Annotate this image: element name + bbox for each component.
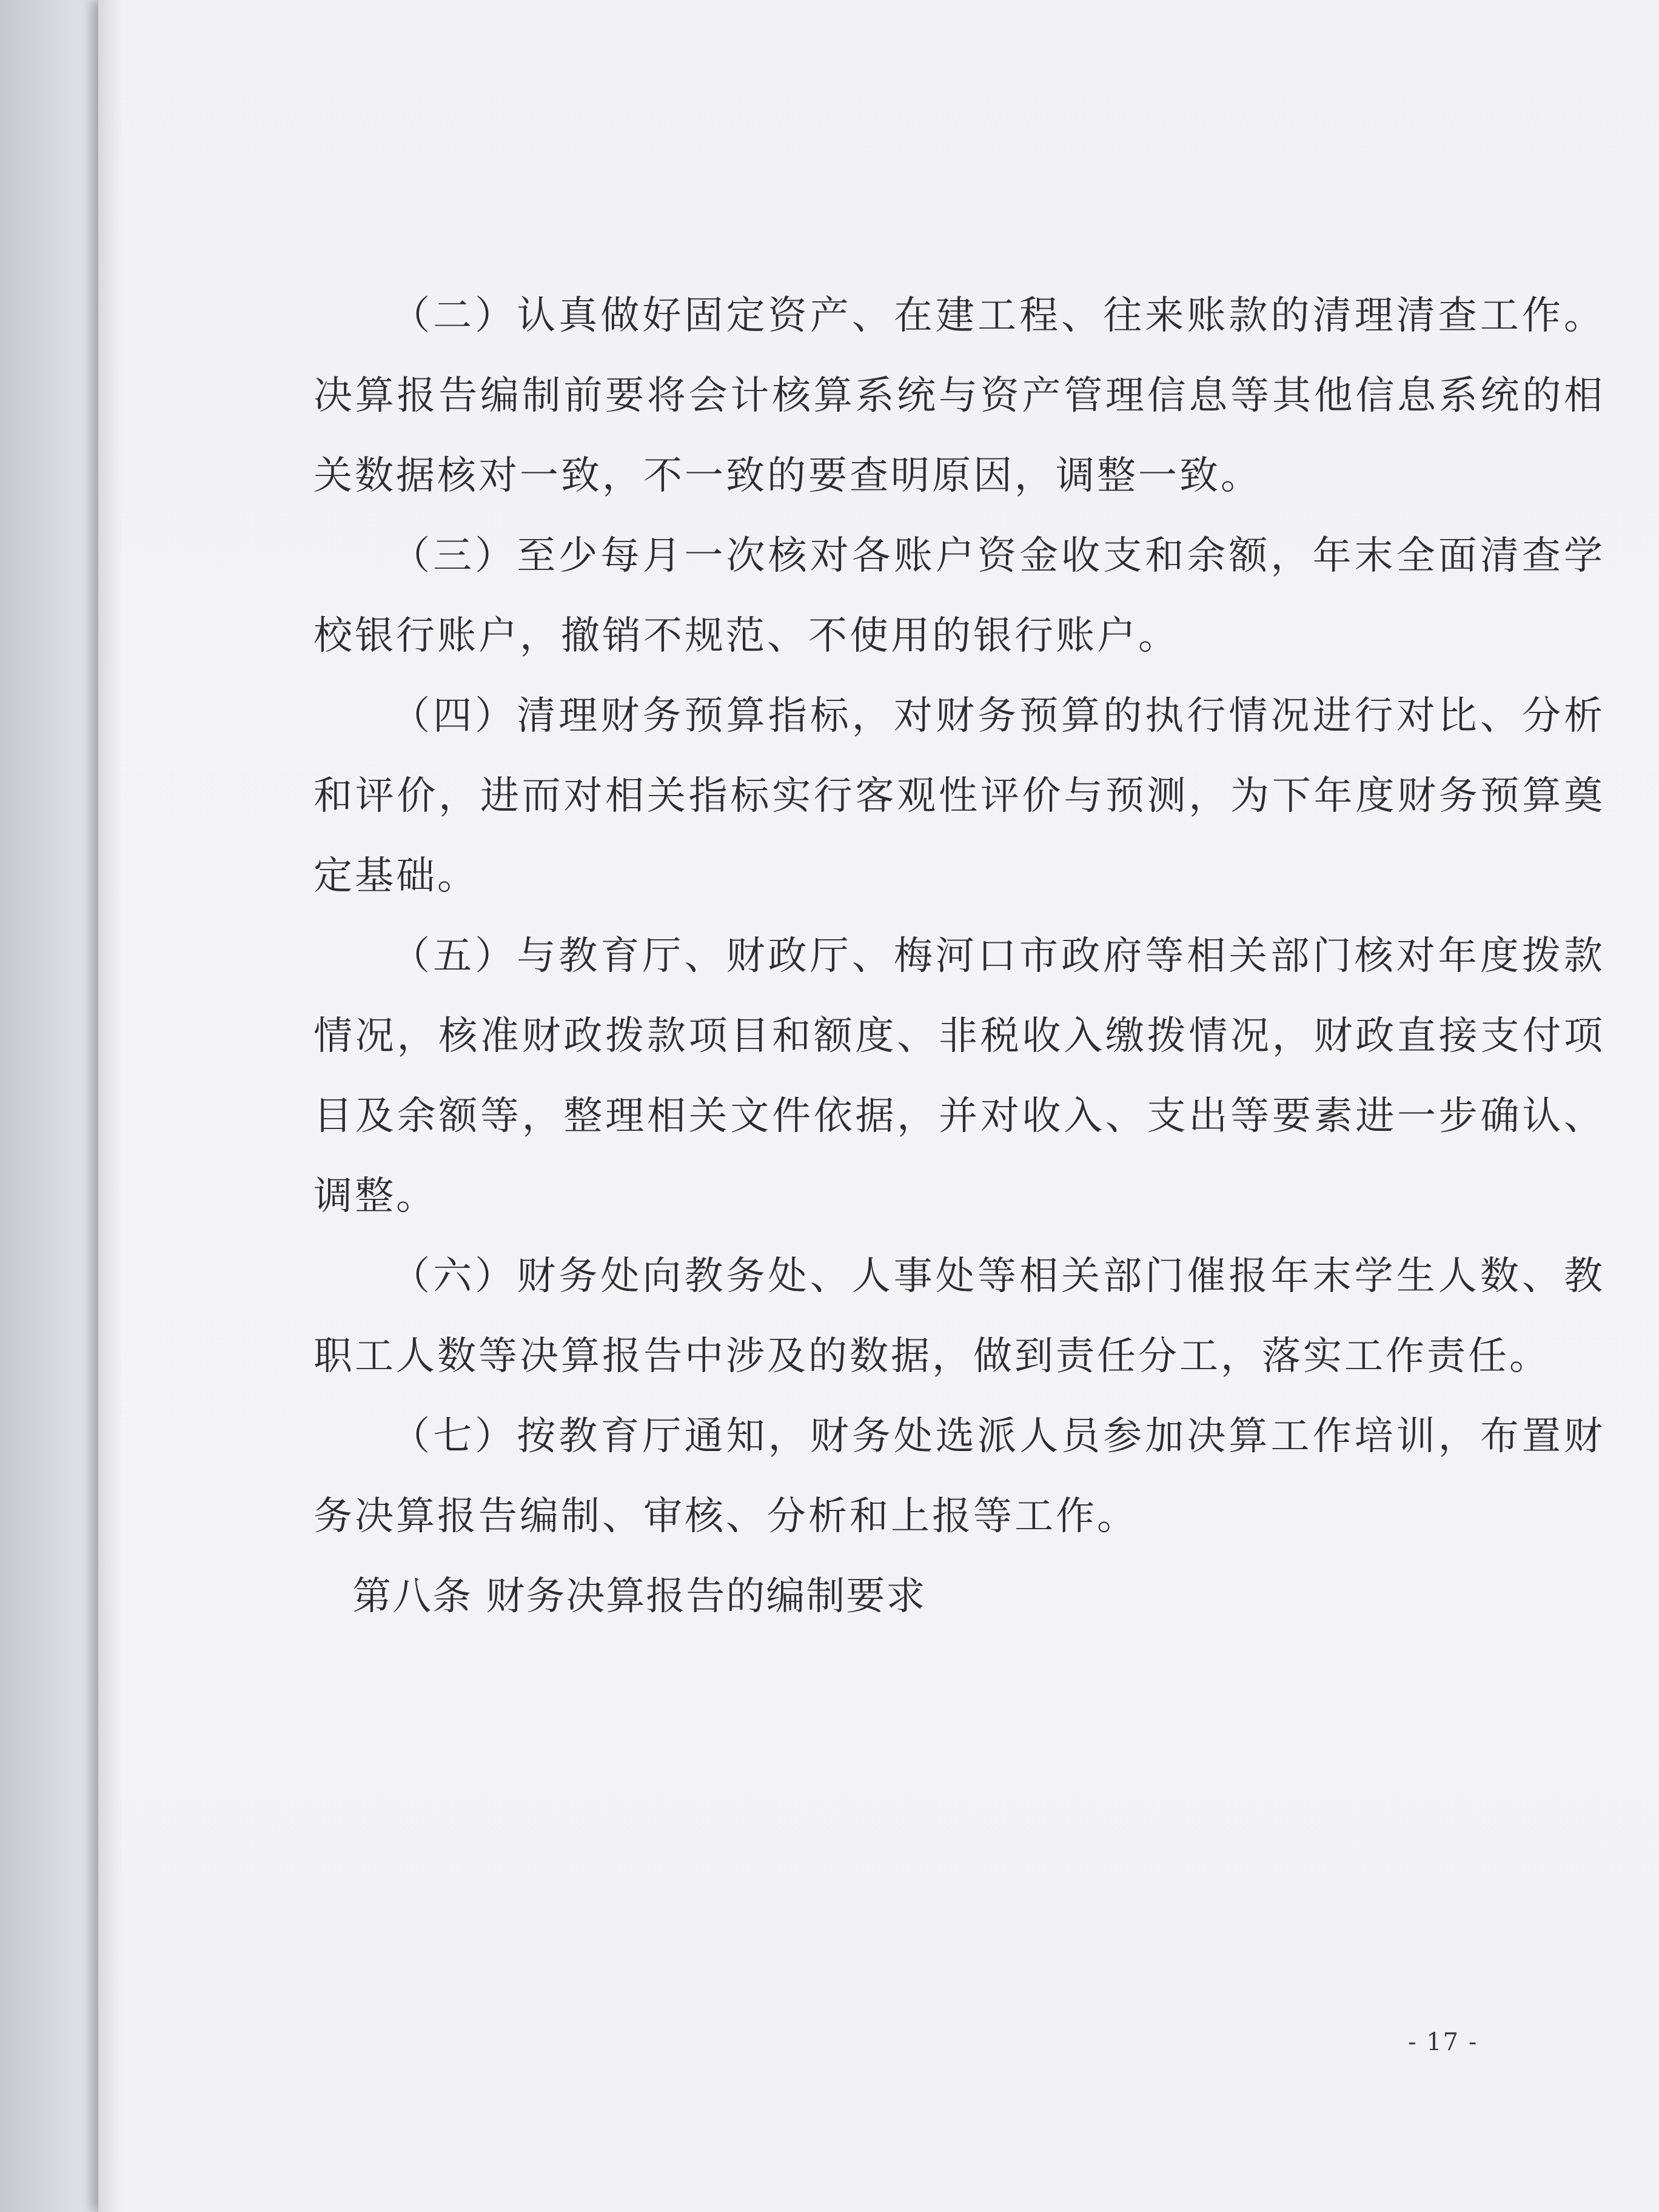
section-heading: 第八条 财务决算报告的编制要求 (352, 1574, 927, 1619)
paragraph-5: （五）与教育厅、财政厅、梅河口市政府等相关部门核对年度拨款情况，核准财政拨款项目和额度、非税收入缴拨情况，财政直接支付项目及余额等，整理相关文件依据，并对收入、支出等要素进一步确认、调整。 (313, 934, 1605, 1219)
paragraph-6: （六）财务处向教务处、人事处等相关部门催报年末学生人数、教职工人数等决算报告中涉及的数据，做到责任分工，落实工作责任。 (313, 1254, 1605, 1379)
page-edge-shadow (98, 0, 122, 2212)
paragraph-7: （七）按教育厅通知，财务处选派人员参加决算工作培训，布置财务决算报告编制、审核、分析和上报等工作。 (313, 1414, 1605, 1539)
body-text (313, 276, 1605, 1637)
paragraph-4: （四）清理财务预算指标，对财务预算的执行情况进行对比、分析和评价，进而对相关指标实行客观性评价与预测，为下年度财务预算奠定基础。 (313, 694, 1605, 899)
document-page (98, 0, 1659, 2212)
paragraph-2: （二）认真做好固定资产、在建工程、往来账款的清理清查工作。决算报告编制前要将会计核算系统与资产管理信息等其他信息系统的相关数据核对一致，不一致的要查明原因，调整一致。 (313, 293, 1605, 498)
paragraph-3: （三）至少每月一次核对各账户资金收支和余额，年末全面清查学校银行账户，撤销不规范、不使用的银行账户。 (313, 534, 1605, 659)
page-number: - 17 - (1408, 2028, 1478, 2056)
